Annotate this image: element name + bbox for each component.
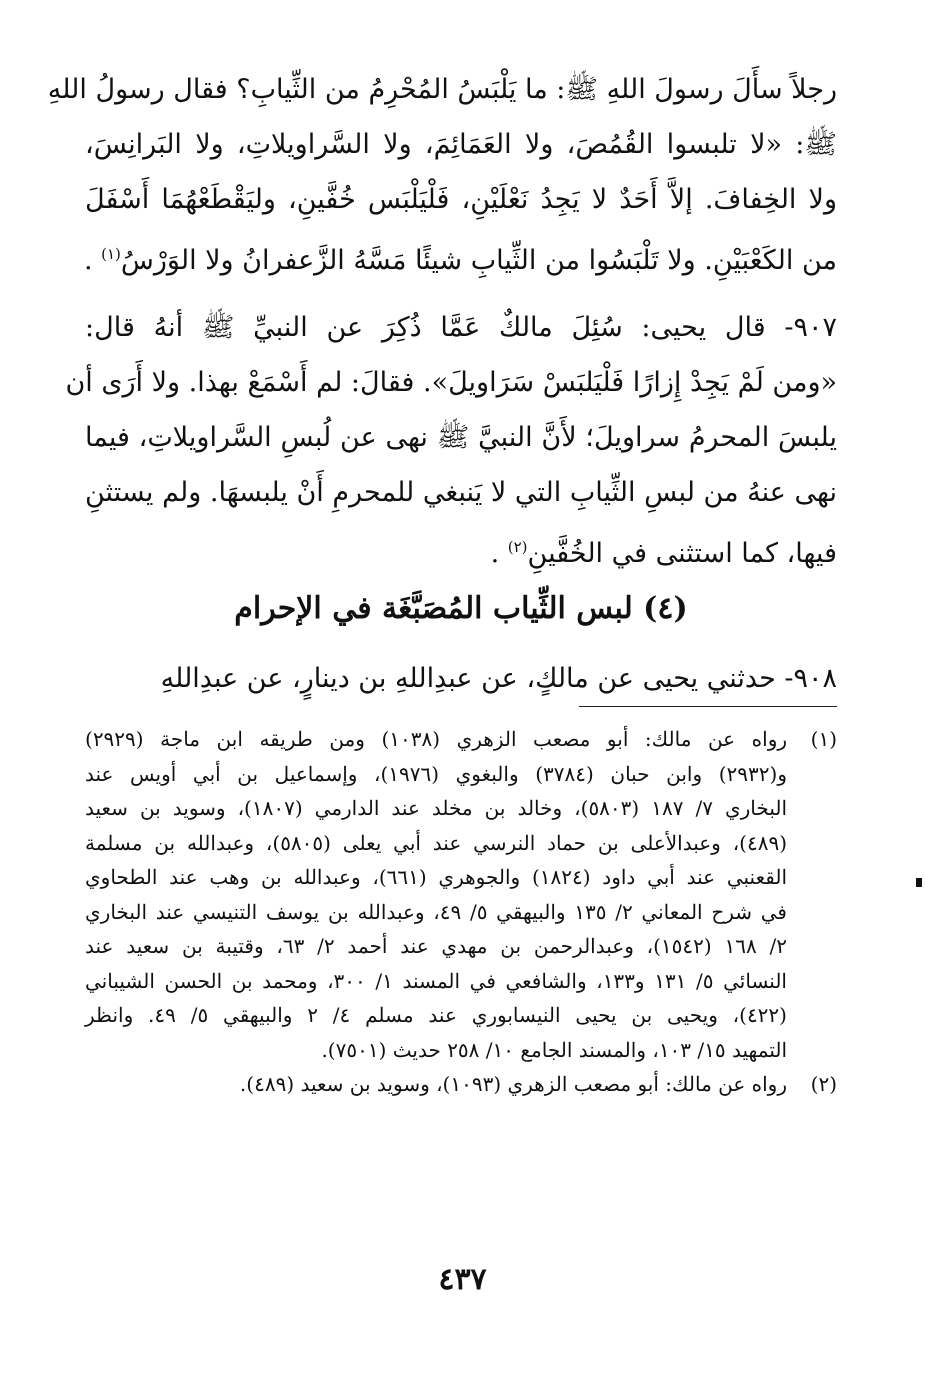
footnotes [85, 722, 837, 1102]
margin-mark [916, 878, 922, 887]
text-line: رجلاً سأَلَ رسولَ اللهِ ﷺ: ما يَلْبَسُ المُحْرِمُ من الثِّيابِ؟ فقال رسولُ اللهِ [47, 74, 837, 105]
footnote-line: رواه عن مالك: أبو مصعب الزهري (١٠٩٣)، وسويد بن سعيد (٤٨٩). [239, 1072, 787, 1096]
footnote-line: النسائي ٥/ ١٣١ و١٣٣، والشافعي في المسند ١/ ٣٠٠، ومحمد بن الحسن الشيباني [85, 968, 787, 993]
footnote-line: و(٢٩٣٢) وابن حبان (٣٧٨٤) والبغوي (١٩٧٦)، وإسماعيل بن أبي أويس عند [85, 761, 787, 786]
footnote-reference: (٢) [507, 538, 528, 556]
page-number: ٤٣٧ [438, 1262, 487, 1297]
footnote-separator [579, 706, 837, 707]
footnote-reference: (١) [101, 245, 121, 263]
text-line: ٩٠٨- حدثني يحيى عن مالكٍ، عن عبدِاللهِ بن دينارٍ، عن عبدِاللهِ [160, 663, 837, 694]
footnote-line: (٤٨٩)، وعبدالأعلى بن حماد النرسي عند أبي يعلى (٥٨٠٥)، وعبدالله بن مسلمة [85, 830, 787, 855]
footnote [85, 1067, 837, 1102]
text-line: يلبسَ المحرمُ سراويلَ؛ لأَنَّ النبيَّ ﷺ نهى عن لُبسِ السَّراويلاتِ، فيما [85, 422, 837, 453]
text-line: نهى عنهُ من لبسِ الثِّيابِ التي لا يَنبغي للمحرمِ أَنْ يلبسهَا. ولم يستثنِ [85, 477, 837, 508]
text-fragment: من الكَعْبَيْنِ. ولا تَلْبَسُوا من الثِّيابِ شيئًا مَسَّهُ الزَّعفرانُ ولا الوَرْسُ [120, 245, 837, 276]
section-heading: (٤) لبس الثِّياب المُصَبَّغَة في الإحرام [234, 591, 688, 626]
footnote-line: القعنبي عند أبي داود (١٨٢٤) والجوهري (٦٦١)، وعبدالله بن وهب عند الطحاوي [85, 865, 787, 889]
footnote-line: البخاري ٧/ ١٨٧ (٥٨٠٣)، وخالد بن مخلد عند الدارمي (١٨٠٧)، وسويد بن سعيد [85, 796, 788, 820]
footnote-line: (٤٢٢)، ويحيى بن يحيى النيسابوري عند مسلم ٤/ ٢ والبيهقي ٥/ ٤٩. وانظر [85, 1003, 787, 1027]
text-line: «ومن لَمْ يَجِدْ إِزارًا فَلْيَلبَسْ سَرَاويلَ». فقالَ: لم أَسْمَعْ بهذا. ولا أَرَى أن [65, 367, 837, 398]
footnote-line: ٢/ ١٦٨ (١٥٤٢)، وعبدالرحمن بن مهدي عند أحمد ٢/ ٦٣، وقتيبة بن سعيد عند [85, 934, 787, 958]
text-line [85, 520, 837, 575]
footnote-number: (١) [810, 727, 837, 751]
text-line [85, 227, 837, 282]
main-text [47, 62, 837, 706]
footnote-line: التمهيد ١٥/ ١٠٣، والمسند الجامع ١٠/ ٢٥٨ حديث (٧٥٠١). [321, 1037, 787, 1062]
footnote-line: في شرح المعاني ٢/ ١٣٥ والبيهقي ٥/ ٤٩، وعبدالله بن يوسف التنيسي عند البخاري [85, 899, 787, 924]
text-line: ﷺ: «لا تلبسوا القُمُصَ، ولا العَمَائِمَ، ولا السَّراويلاتِ، ولا البَرانِسَ، [85, 129, 837, 160]
text-line: ولا الخِفافَ. إلاَّ أَحَدٌ لا يَجِدُ نَعْلَيْنِ، فَلْيَلْبَس خُفَّينِ، وليَقْطَعْهُمَا أَسْفَلَ [85, 184, 837, 215]
text-fragment: . [83, 245, 102, 276]
footnote-number: (٢) [810, 1072, 837, 1096]
footnote-line: رواه عن مالك: أبو مصعب الزهري (١٠٣٨) ومن طريقه ابن ماجة (٢٩٢٩) [85, 727, 788, 751]
text-line: ٩٠٧- قال يحيى: سُئِلَ مالكٌ عَمَّا ذُكِرَ عن النبيِّ ﷺ أنهُ قال: [85, 312, 837, 343]
text-fragment: فيها، كما استثنى في الخُفَّينِ [527, 538, 837, 569]
text-fragment: . [490, 538, 508, 569]
footnote [85, 722, 837, 1067]
